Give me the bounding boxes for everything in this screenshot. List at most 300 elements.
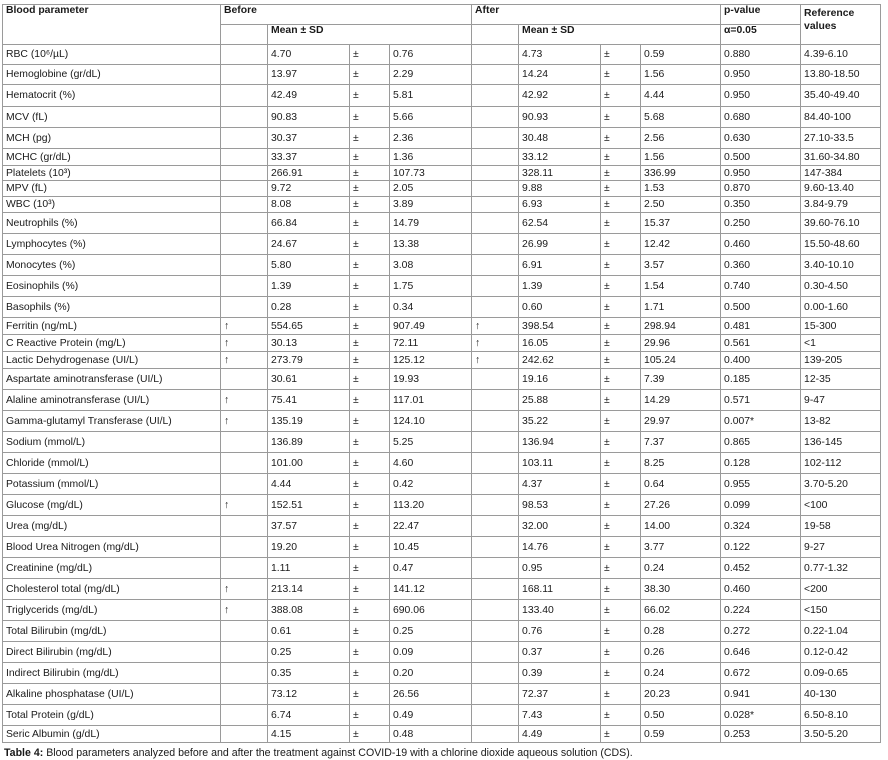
after-sd: 14.29 <box>641 390 721 411</box>
before-mean: 0.28 <box>268 297 350 318</box>
table-row <box>3 537 881 558</box>
reference-value: 35.40-49.40 <box>801 85 881 107</box>
before-mean: 33.37 <box>268 149 350 166</box>
before-sd: 3.08 <box>390 255 472 276</box>
after-sd: 1.71 <box>641 297 721 318</box>
p-value: 0.128 <box>721 453 801 474</box>
after-pm: ± <box>601 352 641 369</box>
after-mean: 26.99 <box>519 234 601 255</box>
before-sd: 907.49 <box>390 318 472 335</box>
before-pm: ± <box>350 213 390 234</box>
table-row <box>3 621 881 642</box>
before-pm: ± <box>350 453 390 474</box>
after-pm: ± <box>601 128 641 149</box>
after-mean: 14.24 <box>519 65 601 85</box>
before-sd: 14.79 <box>390 213 472 234</box>
reference-value: 0.12-0.42 <box>801 642 881 663</box>
table-row <box>3 432 881 453</box>
after-pm: ± <box>601 181 641 197</box>
before-flag: ↑ <box>221 352 268 369</box>
after-sd: 29.96 <box>641 335 721 352</box>
p-value-header: p-value <box>721 5 801 25</box>
after-sd: 2.50 <box>641 197 721 213</box>
after-sd: 0.26 <box>641 642 721 663</box>
reference-value: 12-35 <box>801 369 881 390</box>
parameter-name: Blood Urea Nitrogen (mg/dL) <box>3 537 221 558</box>
after-pm: ± <box>601 642 641 663</box>
table-row <box>3 411 881 432</box>
before-sd: 0.20 <box>390 663 472 684</box>
after-pm: ± <box>601 474 641 495</box>
after-sd: 14.00 <box>641 516 721 537</box>
before-sd: 4.60 <box>390 453 472 474</box>
before-mean: 135.19 <box>268 411 350 432</box>
reference-values-header: Reference values <box>801 5 881 45</box>
after-flag <box>472 600 519 621</box>
after-sd: 0.24 <box>641 663 721 684</box>
parameter-name: Hematocrit (%) <box>3 85 221 107</box>
p-value: 0.950 <box>721 166 801 181</box>
after-sd: 0.24 <box>641 558 721 579</box>
p-value: 0.880 <box>721 45 801 65</box>
before-mean: 9.72 <box>268 181 350 197</box>
after-pm: ± <box>601 621 641 642</box>
table-row <box>3 600 881 621</box>
after-mean: 0.37 <box>519 642 601 663</box>
parameter-name: Glucose (mg/dL) <box>3 495 221 516</box>
parameter-name: Direct Bilirubin (mg/dL) <box>3 642 221 663</box>
parameter-name: Hemoglobine (gr/dL) <box>3 65 221 85</box>
before-flag: ↑ <box>221 411 268 432</box>
table-row <box>3 276 881 297</box>
p-value: 0.481 <box>721 318 801 335</box>
reference-value: 84.40-100 <box>801 107 881 128</box>
parameter-name: Potassium (mmol/L) <box>3 474 221 495</box>
caption-text: Blood parameters analyzed before and after the treatment against COVID-19 with a chlorine dioxide aqueous solution (CDS). <box>43 747 633 759</box>
before-pm: ± <box>350 705 390 726</box>
before-sd: 5.81 <box>390 85 472 107</box>
before-mean: 37.57 <box>268 516 350 537</box>
parameter-name: Lymphocytes (%) <box>3 234 221 255</box>
before-sd: 0.76 <box>390 45 472 65</box>
table-row <box>3 453 881 474</box>
blood-parameter-header: Blood parameter <box>3 5 221 45</box>
after-flag <box>472 642 519 663</box>
after-sd: 15.37 <box>641 213 721 234</box>
reference-value: 19-58 <box>801 516 881 537</box>
after-flag <box>472 579 519 600</box>
before-flag <box>221 642 268 663</box>
table-row <box>3 107 881 128</box>
parameter-name: Aspartate aminotransferase (UI/L) <box>3 369 221 390</box>
after-sd: 105.24 <box>641 352 721 369</box>
before-mean: 273.79 <box>268 352 350 369</box>
before-flag <box>221 166 268 181</box>
before-flag <box>221 537 268 558</box>
before-flag <box>221 369 268 390</box>
table-row <box>3 85 881 107</box>
before-sd: 3.89 <box>390 197 472 213</box>
p-value: 0.950 <box>721 85 801 107</box>
before-mean: 4.44 <box>268 474 350 495</box>
parameter-name: Alkaline phosphatase (UI/L) <box>3 684 221 705</box>
before-pm: ± <box>350 318 390 335</box>
parameter-name: Gamma-glutamyl Transferase (UI/L) <box>3 411 221 432</box>
table-row <box>3 255 881 276</box>
after-mean: 7.43 <box>519 705 601 726</box>
reference-value: 0.09-0.65 <box>801 663 881 684</box>
p-value: 0.250 <box>721 213 801 234</box>
before-flag <box>221 276 268 297</box>
parameter-name: Creatinine (mg/dL) <box>3 558 221 579</box>
p-value: 0.672 <box>721 663 801 684</box>
parameter-name: C Reactive Protein (mg/L) <box>3 335 221 352</box>
parameter-name: RBC (10⁶/µL) <box>3 45 221 65</box>
before-pm: ± <box>350 642 390 663</box>
before-sd: 2.29 <box>390 65 472 85</box>
after-pm: ± <box>601 65 641 85</box>
after-mean: 19.16 <box>519 369 601 390</box>
after-pm: ± <box>601 45 641 65</box>
after-mean: 168.11 <box>519 579 601 600</box>
after-mean: 0.39 <box>519 663 601 684</box>
before-pm: ± <box>350 234 390 255</box>
after-sd: 0.64 <box>641 474 721 495</box>
after-flag <box>472 128 519 149</box>
table-body <box>3 45 881 743</box>
after-sd: 7.37 <box>641 432 721 453</box>
after-pm: ± <box>601 432 641 453</box>
after-flag: ↑ <box>472 318 519 335</box>
after-sd: 2.56 <box>641 128 721 149</box>
table-row <box>3 45 881 65</box>
after-pm: ± <box>601 558 641 579</box>
p-value: 0.007* <box>721 411 801 432</box>
p-value: 0.460 <box>721 234 801 255</box>
before-pm: ± <box>350 65 390 85</box>
before-mean: 5.80 <box>268 255 350 276</box>
before-pm: ± <box>350 369 390 390</box>
after-flag <box>472 495 519 516</box>
before-flag <box>221 213 268 234</box>
reference-value: 27.10-33.5 <box>801 128 881 149</box>
before-pm: ± <box>350 166 390 181</box>
after-pm: ± <box>601 369 641 390</box>
after-pm: ± <box>601 85 641 107</box>
after-mean: 35.22 <box>519 411 601 432</box>
after-flag <box>472 705 519 726</box>
table-row <box>3 213 881 234</box>
reference-value: 3.50-5.20 <box>801 726 881 743</box>
before-pm: ± <box>350 474 390 495</box>
p-value: 0.185 <box>721 369 801 390</box>
table-row <box>3 516 881 537</box>
reference-value: 6.50-8.10 <box>801 705 881 726</box>
table-row <box>3 705 881 726</box>
after-pm: ± <box>601 234 641 255</box>
reference-value: 13.80-18.50 <box>801 65 881 85</box>
before-pm: ± <box>350 197 390 213</box>
after-flag <box>472 213 519 234</box>
after-flag <box>472 537 519 558</box>
before-pm: ± <box>350 558 390 579</box>
table-row <box>3 684 881 705</box>
table-row <box>3 495 881 516</box>
before-mean: 19.20 <box>268 537 350 558</box>
before-pm: ± <box>350 600 390 621</box>
after-pm: ± <box>601 335 641 352</box>
before-flag <box>221 474 268 495</box>
after-mean: 14.76 <box>519 537 601 558</box>
before-sd: 0.09 <box>390 642 472 663</box>
p-value: 0.646 <box>721 642 801 663</box>
parameter-name: Alaline aminotransferase (UI/L) <box>3 390 221 411</box>
before-flag <box>221 705 268 726</box>
after-mean: 4.37 <box>519 474 601 495</box>
before-pm: ± <box>350 579 390 600</box>
after-flag <box>472 149 519 166</box>
after-sd: 4.44 <box>641 85 721 107</box>
p-value: 0.350 <box>721 197 801 213</box>
reference-value: 0.77-1.32 <box>801 558 881 579</box>
before-sd: 113.20 <box>390 495 472 516</box>
after-flag <box>472 234 519 255</box>
after-flag <box>472 85 519 107</box>
table-row <box>3 297 881 318</box>
before-flag <box>221 297 268 318</box>
before-flag: ↑ <box>221 390 268 411</box>
after-sd: 66.02 <box>641 600 721 621</box>
reference-value: 136-145 <box>801 432 881 453</box>
table-row <box>3 558 881 579</box>
before-pm: ± <box>350 621 390 642</box>
after-flag <box>472 453 519 474</box>
after-sd: 1.56 <box>641 149 721 166</box>
after-sd: 0.28 <box>641 621 721 642</box>
after-mean: 6.93 <box>519 197 601 213</box>
p-value: 0.630 <box>721 128 801 149</box>
after-flag <box>472 65 519 85</box>
before-sd: 107.73 <box>390 166 472 181</box>
before-header: Before <box>221 5 472 25</box>
before-flag <box>221 107 268 128</box>
before-mean: 6.74 <box>268 705 350 726</box>
table-row <box>3 335 881 352</box>
after-flag <box>472 166 519 181</box>
parameter-name: WBC (10³) <box>3 197 221 213</box>
table-row <box>3 642 881 663</box>
parameter-name: Indirect Bilirubin (mg/dL) <box>3 663 221 684</box>
after-mean: 98.53 <box>519 495 601 516</box>
after-flag <box>472 726 519 743</box>
table-row <box>3 181 881 197</box>
before-mean: 101.00 <box>268 453 350 474</box>
table-row <box>3 474 881 495</box>
before-sd: 0.48 <box>390 726 472 743</box>
before-pm: ± <box>350 352 390 369</box>
parameter-name: MPV (fL) <box>3 181 221 197</box>
after-mean: 6.91 <box>519 255 601 276</box>
p-value: 0.452 <box>721 558 801 579</box>
after-pm: ± <box>601 663 641 684</box>
parameter-name: MCH (pg) <box>3 128 221 149</box>
after-pm: ± <box>601 318 641 335</box>
after-flag: ↑ <box>472 352 519 369</box>
before-sd: 0.49 <box>390 705 472 726</box>
before-sd: 19.93 <box>390 369 472 390</box>
header-row-1 <box>3 5 881 25</box>
p-value: 0.324 <box>721 516 801 537</box>
parameter-name: Total Bilirubin (mg/dL) <box>3 621 221 642</box>
parameter-name: MCHC (gr/dL) <box>3 149 221 166</box>
p-value: 0.460 <box>721 579 801 600</box>
after-sd: 336.99 <box>641 166 721 181</box>
after-sd: 1.53 <box>641 181 721 197</box>
before-mean-sd-header: Mean ± SD <box>268 25 472 45</box>
p-value: 0.561 <box>721 335 801 352</box>
reference-value: 4.39-6.10 <box>801 45 881 65</box>
after-mean: 0.95 <box>519 558 601 579</box>
p-value: 0.360 <box>721 255 801 276</box>
before-mean: 1.11 <box>268 558 350 579</box>
p-value: 0.028* <box>721 705 801 726</box>
before-mean: 266.91 <box>268 166 350 181</box>
after-pm: ± <box>601 600 641 621</box>
parameter-name: MCV (fL) <box>3 107 221 128</box>
before-pm: ± <box>350 516 390 537</box>
reference-value: 3.70-5.20 <box>801 474 881 495</box>
after-flag <box>472 411 519 432</box>
table-row <box>3 149 881 166</box>
reference-value: 0.00-1.60 <box>801 297 881 318</box>
after-pm: ± <box>601 213 641 234</box>
parameter-name: Chloride (mmol/L) <box>3 453 221 474</box>
p-value: 0.740 <box>721 276 801 297</box>
before-flag <box>221 128 268 149</box>
reference-value: 15-300 <box>801 318 881 335</box>
before-flag <box>221 663 268 684</box>
p-value: 0.870 <box>721 181 801 197</box>
after-sd: 298.94 <box>641 318 721 335</box>
before-mean: 8.08 <box>268 197 350 213</box>
before-flag: ↑ <box>221 579 268 600</box>
table-row <box>3 369 881 390</box>
after-sd: 1.56 <box>641 65 721 85</box>
after-pm: ± <box>601 726 641 743</box>
after-sd: 7.39 <box>641 369 721 390</box>
before-mean: 0.25 <box>268 642 350 663</box>
reference-value: <1 <box>801 335 881 352</box>
before-pm: ± <box>350 85 390 107</box>
p-value: 0.680 <box>721 107 801 128</box>
after-pm: ± <box>601 149 641 166</box>
before-mean: 4.70 <box>268 45 350 65</box>
before-mean: 152.51 <box>268 495 350 516</box>
before-mean: 136.89 <box>268 432 350 453</box>
table-row <box>3 579 881 600</box>
after-pm: ± <box>601 411 641 432</box>
before-sd: 5.66 <box>390 107 472 128</box>
after-flag <box>472 474 519 495</box>
before-sd: 1.75 <box>390 276 472 297</box>
before-flag <box>221 45 268 65</box>
document-page <box>2 4 886 759</box>
blood-parameters-table <box>2 4 881 743</box>
table-caption <box>2 747 886 759</box>
p-value: 0.400 <box>721 352 801 369</box>
reference-value: 0.22-1.04 <box>801 621 881 642</box>
after-flag <box>472 432 519 453</box>
after-sd: 12.42 <box>641 234 721 255</box>
before-sd: 13.38 <box>390 234 472 255</box>
before-flag <box>221 65 268 85</box>
before-flag <box>221 181 268 197</box>
after-mean: 133.40 <box>519 600 601 621</box>
before-mean: 213.14 <box>268 579 350 600</box>
before-mean: 0.61 <box>268 621 350 642</box>
before-flag <box>221 149 268 166</box>
after-flag <box>472 663 519 684</box>
p-value: 0.950 <box>721 65 801 85</box>
before-mean: 30.37 <box>268 128 350 149</box>
reference-value: <150 <box>801 600 881 621</box>
after-pm: ± <box>601 453 641 474</box>
before-pm: ± <box>350 107 390 128</box>
after-flag <box>472 621 519 642</box>
table-row <box>3 663 881 684</box>
after-mean: 30.48 <box>519 128 601 149</box>
after-mean: 4.73 <box>519 45 601 65</box>
after-pm: ± <box>601 390 641 411</box>
before-sd: 2.36 <box>390 128 472 149</box>
after-pm: ± <box>601 276 641 297</box>
table-row <box>3 352 881 369</box>
after-pm: ± <box>601 579 641 600</box>
after-mean: 1.39 <box>519 276 601 297</box>
before-pm: ± <box>350 495 390 516</box>
before-flag: ↑ <box>221 335 268 352</box>
before-pm: ± <box>350 335 390 352</box>
after-flag <box>472 276 519 297</box>
reference-value: 15.50-48.60 <box>801 234 881 255</box>
reference-value: 9-47 <box>801 390 881 411</box>
before-flag: ↑ <box>221 318 268 335</box>
after-mean: 4.49 <box>519 726 601 743</box>
before-flag: ↑ <box>221 600 268 621</box>
table-row <box>3 726 881 743</box>
before-sd: 117.01 <box>390 390 472 411</box>
reference-value: 40-130 <box>801 684 881 705</box>
before-mean: 4.15 <box>268 726 350 743</box>
parameter-name: Platelets (10³) <box>3 166 221 181</box>
before-sd: 0.25 <box>390 621 472 642</box>
after-mean: 25.88 <box>519 390 601 411</box>
before-mean: 30.61 <box>268 369 350 390</box>
caption-label: Table 4: <box>4 747 44 759</box>
after-mean: 42.92 <box>519 85 601 107</box>
after-flag <box>472 516 519 537</box>
before-mean: 0.35 <box>268 663 350 684</box>
after-sd: 38.30 <box>641 579 721 600</box>
before-sd: 141.12 <box>390 579 472 600</box>
p-value: 0.955 <box>721 474 801 495</box>
reference-value: 0.30-4.50 <box>801 276 881 297</box>
before-sd: 26.56 <box>390 684 472 705</box>
parameter-name: Triglycerids (mg/dL) <box>3 600 221 621</box>
before-flag <box>221 255 268 276</box>
p-value: 0.253 <box>721 726 801 743</box>
after-mean: 103.11 <box>519 453 601 474</box>
